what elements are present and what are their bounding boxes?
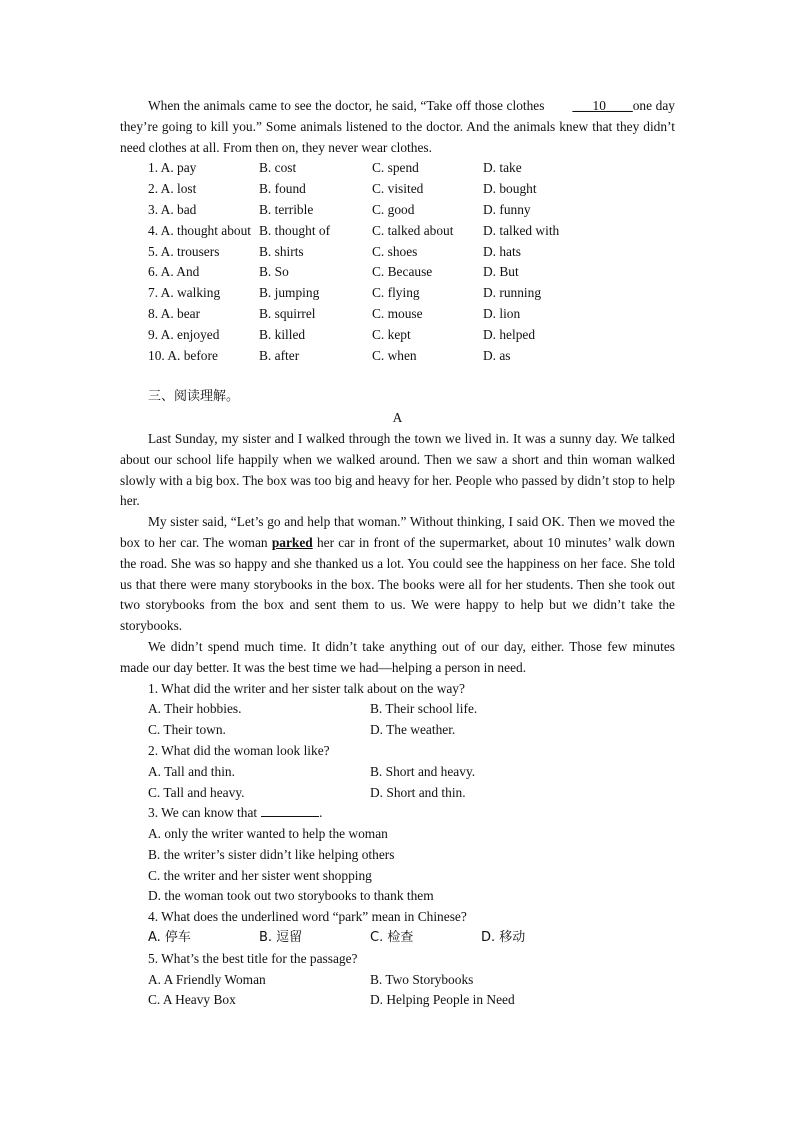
- cloze-option-row: [148, 221, 593, 242]
- passage-paragraph-3: We didn’t spend much time. It didn’t take anything out of our day, either. Those few minutes made our day better. It was the best time we had—helping a person in need.: [120, 638, 675, 675]
- cloze-options-table: [148, 158, 593, 366]
- option[interactable]: B. Two Storybooks: [370, 971, 474, 987]
- cloze-option[interactable]: C. talked about: [372, 222, 454, 238]
- cloze-option-row: [148, 262, 593, 283]
- cloze-option[interactable]: B. shirts: [259, 243, 304, 259]
- option[interactable]: B. Their school life.: [370, 701, 478, 717]
- cloze-option[interactable]: 6. A. And: [148, 264, 200, 280]
- question-5: 5. What’s the best title for the passage?: [148, 950, 358, 966]
- cloze-blank-10: ___10____: [572, 98, 633, 113]
- paragraph-2-before: My sister said, “Let’s go and help that woman.” Without thinking, I said OK. Then we moved the box to her car. The woman: [120, 514, 675, 550]
- option[interactable]: C. 检查: [370, 930, 414, 946]
- passage-paragraph-2: [120, 512, 675, 637]
- option[interactable]: D. The weather.: [370, 722, 456, 738]
- cloze-option[interactable]: D. But: [483, 264, 519, 280]
- option[interactable]: D. Helping People in Need: [370, 992, 515, 1008]
- cloze-option[interactable]: D. funny: [483, 201, 531, 217]
- option[interactable]: C. the writer and her sister went shopping: [148, 867, 372, 883]
- cloze-option[interactable]: C. spend: [372, 160, 419, 176]
- option[interactable]: B. the writer’s sister didn’t like helping others: [148, 846, 395, 862]
- cloze-option[interactable]: C. kept: [372, 326, 411, 342]
- option[interactable]: B. Short and heavy.: [370, 763, 476, 779]
- cloze-option[interactable]: B. after: [259, 347, 300, 363]
- cloze-option-row: [148, 346, 593, 367]
- cloze-option[interactable]: B. thought of: [259, 222, 331, 238]
- cloze-option[interactable]: 8. A. bear: [148, 305, 201, 321]
- cloze-option-row: [148, 158, 593, 179]
- question-4-options: [148, 928, 675, 949]
- passage-paragraph-1: Last Sunday, my sister and I walked through the town we lived in. It was a sunny day. We talked about our school life happily when we walked around. Then we saw a short and thin woman walked slowly with a big box. The box was too big and heavy for her. People who passed by didn’t stop to help her.: [120, 430, 675, 509]
- cloze-option-row: [148, 200, 593, 221]
- cloze-option[interactable]: 2. A. lost: [148, 181, 197, 197]
- option[interactable]: C. Tall and heavy.: [148, 784, 245, 800]
- cloze-option[interactable]: C. Because: [372, 264, 433, 280]
- question-3-text: 3. We can know that: [148, 805, 258, 821]
- option[interactable]: A. Tall and thin.: [148, 763, 235, 779]
- cloze-option[interactable]: 4. A. thought about: [148, 222, 252, 238]
- section-heading: 三、阅读理解。: [148, 389, 240, 405]
- cloze-option-row: [148, 304, 593, 325]
- question-2-options-row-2: [148, 783, 675, 804]
- cloze-option[interactable]: B. So: [259, 264, 289, 280]
- option[interactable]: C. A Heavy Box: [148, 992, 236, 1008]
- cloze-option[interactable]: D. helped: [483, 326, 536, 342]
- option[interactable]: D. the woman took out two storybooks to thank them: [148, 888, 434, 904]
- cloze-option[interactable]: C. when: [372, 347, 417, 363]
- cloze-paragraph-end: [120, 96, 675, 158]
- cloze-text-before-blank: When the animals came to see the doctor, he said, “Take off those clothes: [148, 98, 545, 113]
- question-1-options-row-1: [148, 699, 675, 720]
- underlined-word-parked: parked: [271, 534, 313, 550]
- question-5-options-row-2: [148, 990, 675, 1011]
- cloze-option[interactable]: B. terrible: [259, 201, 314, 217]
- question-1: 1. What did the writer and her sister talk about on the way?: [148, 680, 465, 696]
- cloze-option[interactable]: D. lion: [483, 305, 521, 321]
- question-1-options-row-2: [148, 720, 675, 741]
- cloze-option[interactable]: B. killed: [259, 326, 306, 342]
- cloze-option[interactable]: D. running: [483, 285, 542, 301]
- question-2-options-row-1: [148, 762, 675, 783]
- cloze-option[interactable]: C. visited: [372, 181, 424, 197]
- cloze-option[interactable]: C. mouse: [372, 305, 423, 321]
- cloze-option[interactable]: D. talked with: [483, 222, 560, 238]
- cloze-option[interactable]: B. found: [259, 181, 306, 197]
- cloze-option-row: [148, 283, 593, 304]
- document-page: [120, 96, 675, 1011]
- cloze-option-row: [148, 325, 593, 346]
- cloze-option[interactable]: C. flying: [372, 285, 420, 301]
- cloze-text-after-blank: one day they’re going to kill you.” Some animals listened to the doctor. And the animals knew that they didn’t need clothes at all. From then on, they never wear clothes.: [120, 98, 675, 155]
- cloze-option[interactable]: 5. A. trousers: [148, 243, 220, 259]
- cloze-option[interactable]: D. as: [483, 347, 511, 363]
- question-4: 4. What does the underlined word “park” mean in Chinese?: [148, 909, 467, 925]
- question-2: 2. What did the woman look like?: [148, 742, 330, 758]
- question-5-options-row-1: [148, 970, 675, 991]
- cloze-option[interactable]: 3. A. bad: [148, 201, 197, 217]
- cloze-option[interactable]: D. hats: [483, 243, 521, 259]
- option[interactable]: D. Short and thin.: [370, 784, 466, 800]
- option[interactable]: A. Their hobbies.: [148, 701, 242, 717]
- option[interactable]: D. 移动: [481, 930, 526, 946]
- option[interactable]: A. 停车: [148, 930, 191, 946]
- cloze-option[interactable]: D. bought: [483, 181, 537, 197]
- option[interactable]: B. 逗留: [259, 930, 303, 946]
- paragraph-2-after: her car in front of the supermarket, about 10 minutes’ walk down the road. She was so happy and she thanked us a lot. You could see the happiness on her face. She told us that there were many storybooks in the box. The books were all for her students. Then she took out two storybooks from the box and sent them to us. We were happy to help but we didn’t take the storybooks.: [120, 534, 675, 634]
- cloze-option[interactable]: C. good: [372, 201, 415, 217]
- answer-blank[interactable]: [261, 804, 319, 817]
- cloze-option[interactable]: 1. A. pay: [148, 160, 197, 176]
- cloze-option-row: [148, 242, 593, 263]
- cloze-option[interactable]: B. jumping: [259, 285, 320, 301]
- cloze-option-row: [148, 179, 593, 200]
- cloze-option[interactable]: 10. A. before: [148, 347, 218, 363]
- cloze-option[interactable]: D. take: [483, 160, 522, 176]
- option[interactable]: A. A Friendly Woman: [148, 971, 266, 987]
- question-3: 3. We can know that .: [148, 805, 323, 821]
- cloze-option[interactable]: C. shoes: [372, 243, 418, 259]
- cloze-option[interactable]: 7. A. walking: [148, 285, 221, 301]
- option[interactable]: A. only the writer wanted to help the woman: [148, 826, 388, 842]
- option[interactable]: C. Their town.: [148, 722, 226, 738]
- cloze-option[interactable]: B. cost: [259, 160, 297, 176]
- cloze-option[interactable]: 9. A. enjoyed: [148, 326, 220, 342]
- passage-label: A: [392, 410, 403, 426]
- cloze-option[interactable]: B. squirrel: [259, 305, 316, 321]
